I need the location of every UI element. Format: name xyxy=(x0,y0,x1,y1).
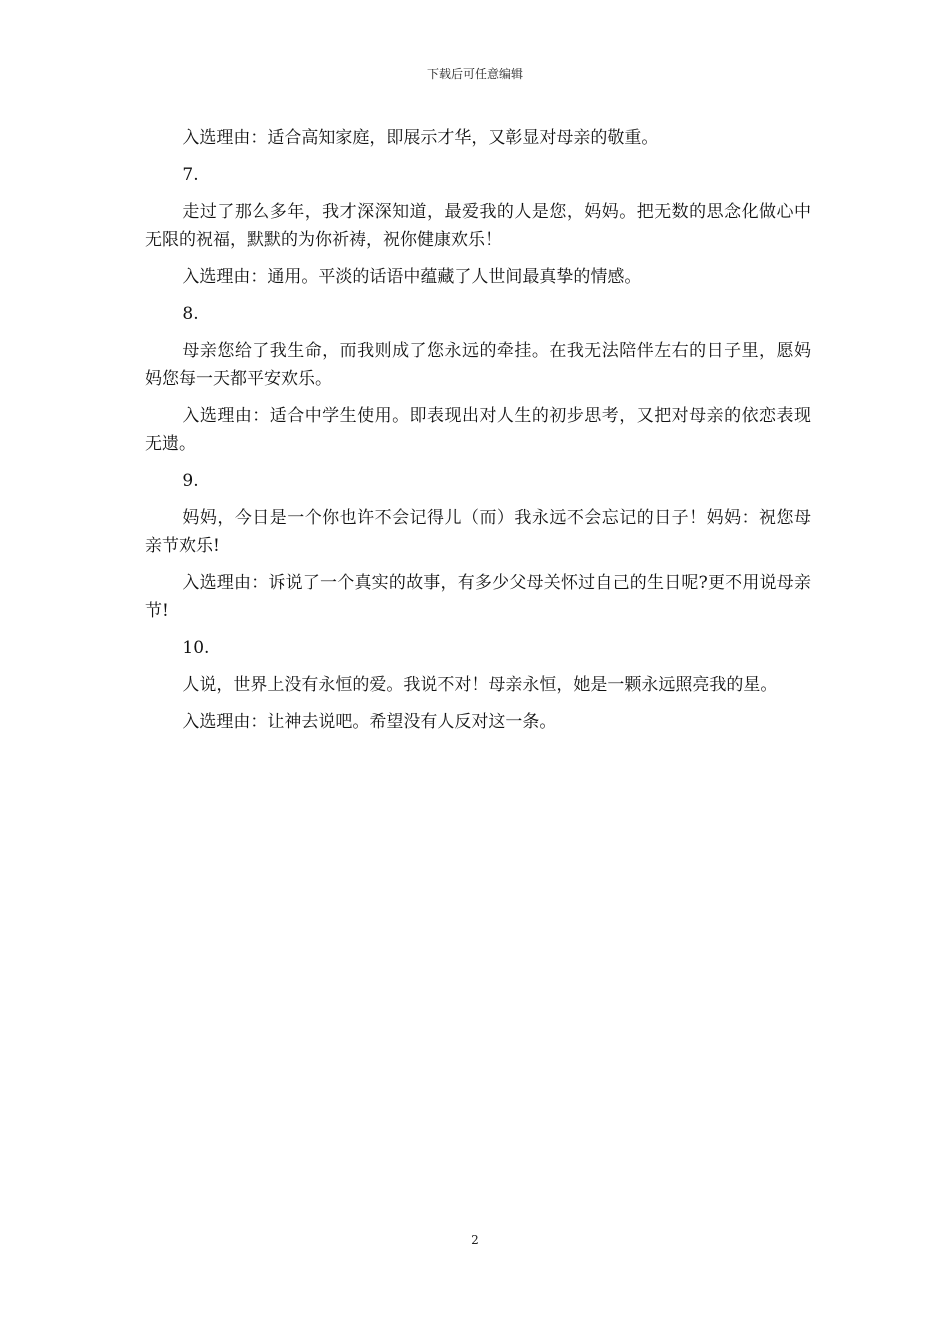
paragraph: 入选理由：适合高知家庭，即展示才华，又彰显对母亲的敬重。 xyxy=(182,128,659,148)
item-number: 10. xyxy=(182,638,210,658)
page-number: 2 xyxy=(471,1233,479,1247)
page-header: 下载后可任意编辑 xyxy=(426,67,523,81)
paragraph: 入选理由：适合中学生使用。即表现出对人生的初步思考，又把对母亲的依恋表现无遗。 xyxy=(145,406,811,454)
paragraph: 妈妈，今日是一个你也许不会记得儿（而）我永远不会忘记的日子！妈妈：祝您母亲节欢乐! xyxy=(145,508,811,556)
paragraph: 入选理由：让神去说吧。希望没有人反对这一条。 xyxy=(182,712,557,732)
paragraph: 走过了那么多年，我才深深知道，最爱我的人是您，妈妈。把无数的思念化做心中无限的祝福，默默的为你祈祷，祝你健康欢乐！ xyxy=(145,202,811,250)
paragraph: 人说，世界上没有永恒的爱。我说不对！母亲永恒，她是一颗永远照亮我的星。 xyxy=(182,675,778,695)
item-number: 9. xyxy=(182,471,199,491)
paragraph: 母亲您给了我生命，而我则成了您永远的牵挂。在我无法陪伴左右的日子里，愿妈妈您每一天都平安欢乐。 xyxy=(145,341,811,389)
paragraph: 入选理由：通用。平淡的话语中蕴藏了人世间最真挚的情感。 xyxy=(182,267,642,287)
document-body xyxy=(145,124,811,745)
item-number: 8. xyxy=(182,304,199,324)
paragraph: 入选理由：诉说了一个真实的故事，有多少父母关怀过自己的生日呢?更不用说母亲节! xyxy=(145,573,811,621)
item-number: 7. xyxy=(182,165,199,185)
